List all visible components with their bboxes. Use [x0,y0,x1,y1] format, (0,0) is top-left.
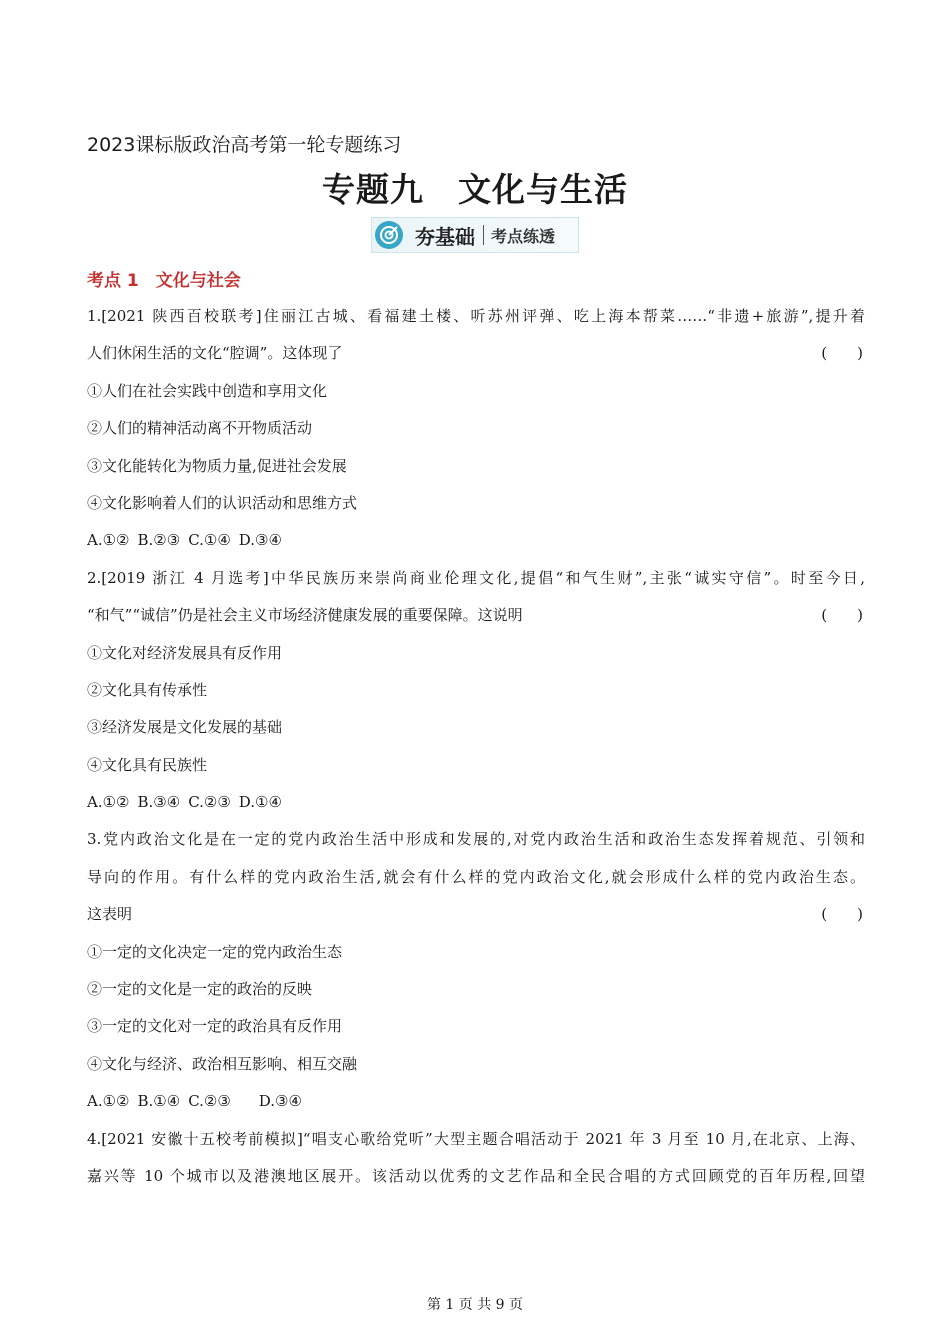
banner-divider [483,225,484,245]
question-4-line-1: 4.[2021 安徽十五校考前模拟]“唱支心歌给党听”大型主题合唱活动于 2021 年 3 月至 10 月,在北京、上海、 [87,1129,865,1148]
answer-blank: ( ) [821,606,863,625]
question-1-options [87,522,865,559]
page-title: 专题九 文化与生活 [322,170,628,209]
option-d: D.③④ [258,1092,302,1111]
option-c: C.①④ [188,531,231,550]
question-3-line-3: 这表明 ( ) [87,896,865,933]
question-1-item: ④文化影响着人们的认识活动和思维方式 [87,493,358,512]
target-icon [375,221,403,249]
question-1-item: ③文化能转化为物质力量,促进社会发展 [87,456,347,475]
banner-sub-label: 考点练透 [491,226,556,246]
question-1-line-1: 1.[2021 陕西百校联考]住丽江古城、看福建土楼、听苏州评弹、吃上海本帮菜……“非遗+旅游”,提升着 [87,307,865,325]
question-1-item: ②人们的精神活动离不开物质活动 [87,419,313,438]
answer-blank: ( ) [821,344,863,363]
question-3-item: ①一定的文化决定一定的党内政治生态 [87,942,343,961]
question-4-line-2: 嘉兴等 10 个城市以及港澳地区展开。该活动以优秀的文艺作品和全民合唱的方式回顾党的百年历程,回望 [87,1166,865,1185]
question-2-item: ②文化具有传承性 [87,680,208,699]
question-3-item: ④文化与经济、政治相互影响、相互交融 [87,1054,358,1073]
questions-body [87,298,865,1195]
question-1-item: ①人们在社会实践中创造和享用文化 [87,381,328,400]
option-b: B.③④ [137,793,181,812]
question-2-line-2: “和气”“诚信”仍是社会主义市场经济健康发展的重要保障。这说明 ( ) [87,597,865,634]
question-1-line-2: 人们休闲生活的文化“腔调”。这体现了 ( ) [87,335,865,372]
question-3-options [87,1083,865,1120]
series-title: 2023课标版政治高考第一轮专题练习 [87,134,402,156]
question-2-item: ④文化具有民族性 [87,755,208,774]
question-3-line-2: 导向的作用。有什么样的党内政治生活,就会有什么样的党内政治文化,就会形成什么样的党内政治生态。 [87,867,865,886]
page-footer: 第 1 页 共 9 页 [426,1297,524,1313]
option-a: A.①② [87,1092,130,1111]
question-2-item: ①文化对经济发展具有反作用 [87,643,283,662]
question-3-item: ③一定的文化对一定的政治具有反作用 [87,1017,343,1036]
section-heading: 考点 1 文化与社会 [87,271,241,291]
option-b: B.①④ [137,1092,181,1111]
banner-main-label: 夯基础 [415,224,475,249]
option-c: C.②③ [188,1092,231,1111]
question-3-item: ②一定的文化是一定的政治的反映 [87,980,313,999]
question-2-line-1: 2.[2019 浙江 4 月选考]中华民族历来崇尚商业伦理文化,提倡“和气生财”,主张“诚实守信”。时至今日, [87,568,865,587]
option-c: C.②③ [188,793,231,812]
option-a: A.①② [87,793,130,812]
option-d: D.①④ [238,793,282,812]
answer-blank: ( ) [821,905,863,924]
question-2-item: ③经济发展是文化发展的基础 [87,718,283,737]
question-2-options [87,784,865,821]
option-a: A.①② [87,531,130,550]
option-b: B.②③ [137,531,181,550]
option-d: D.③④ [238,531,282,550]
question-3-line-1: 3.党内政治文化是在一定的党内政治生活中形成和发展的,对党内政治生活和政治生态发挥着规范、引领和 [87,830,865,849]
section-banner [371,217,579,253]
